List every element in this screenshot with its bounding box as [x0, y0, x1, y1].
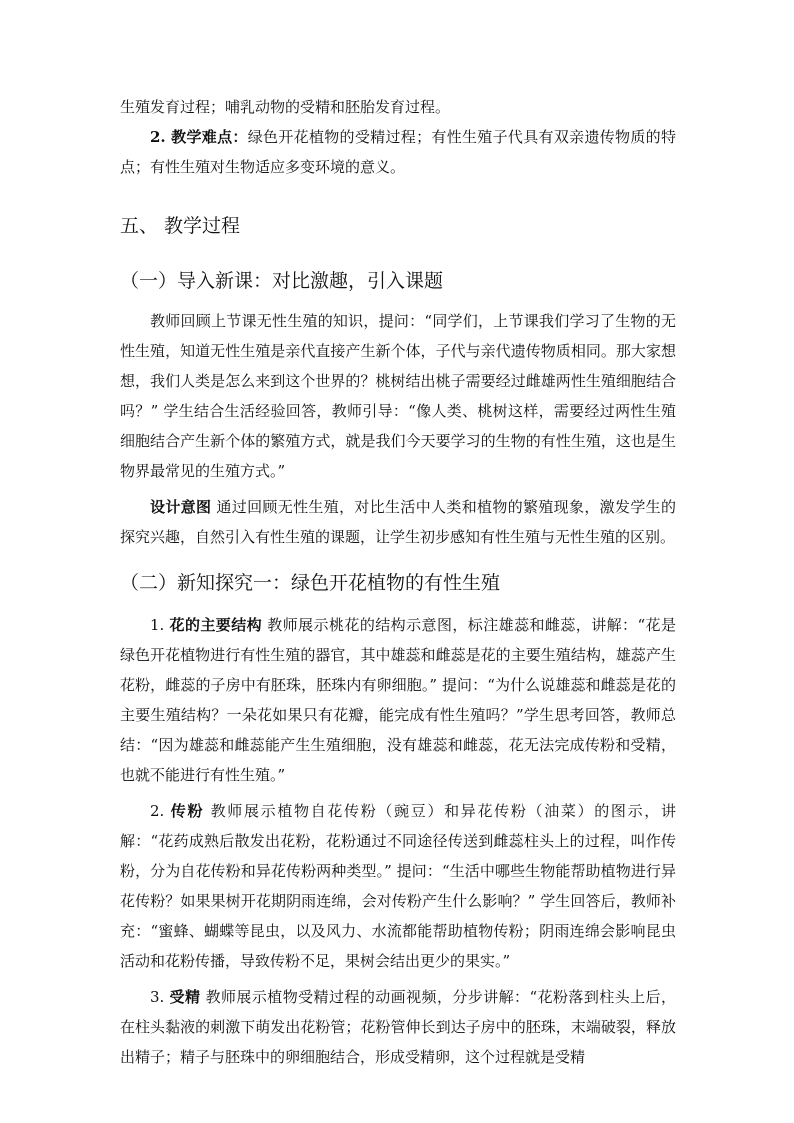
- paragraph-pollination: [120, 796, 676, 976]
- paragraph-introduction: 教师回顾上节课无性生殖的知识，提问：“同学们，上节课我们学习了生物的无性生殖，知道无性生殖是亲代直接产生新个体，子代与亲代遗传物质相同。那大家想想，我们人类是怎么来到这个世界的？桃树结出桃子需要经过雌雄两性生殖细胞结合吗？” 学生结合生活经验回答，教师引导：“像人类、桃树这样，需要经过两性生殖细胞结合产生新个体的繁殖方式，就是我们今天要学习的生物的有性生殖，这也是生物界最常见的生殖方式。”: [120, 312, 676, 480]
- design-intent-text: 通过回顾无性生殖，对比生活中人类和植物的繁殖现象，激发学生的探究兴趣，自然引入有性生殖的课题，让学生初步感知有性生殖与无性生殖的区别。: [120, 498, 676, 546]
- design-intent-label: 设计意图: [150, 498, 212, 516]
- pollination-text: 教师展示植物自花传粉（豌豆）和异花传粉（油菜）的图示，讲解：“花药成熟后散发出花粉，花粉通过不同途径传送到雌蕊柱头上的过程，叫作传粉，分为自花传粉和异花传粉两种类型。” 提问：“生活中哪些生物能帮助植物进行异花传粉？如果果树开花期阴雨连绵，会对传粉产生什么影响？” 学生回答后，教师补充：“蜜蜂、蝴蝶等昆虫，以及风力、水流都能帮助植物传粉；阴雨连绵会影响昆虫活动和花粉传播，导致传粉不足，果树会结出更少的果实。”: [120, 802, 676, 970]
- paragraph-flower-structure: [120, 610, 676, 790]
- subsection-title-introduction: （一）导入新课：对比激趣，引入课题: [120, 270, 444, 292]
- paragraph-teaching-difficulty: [120, 122, 676, 182]
- difficulty-label: 2. 教学难点：: [150, 128, 248, 146]
- fertilization-text: 教师展示植物受精过程的动画视频，分步讲解：“花粉落到柱头上后，在柱头黏液的刺激下萌发出花粉管；花粉管伸长到达子房中的胚珠，末端破裂，释放出精子；精子与胚珠中的卵细胞结合，形成受精卵，这个过程就是受精: [120, 988, 676, 1066]
- paragraph-fertilization: [120, 982, 676, 1072]
- section-title-teaching-process: 五、 教学过程: [120, 215, 241, 237]
- flower-structure-text: 教师展示桃花的结构示意图，标注雄蕊和雌蕊，讲解：“花是绿色开花植物进行有性生殖的器官，其中雄蕊和雌蕊是花的主要生殖结构，雄蕊产生花粉，雌蕊的子房中有胚珠，胚珠内有卵细胞。” 提问：“为什么说雄蕊和雌蕊是花的主要生殖结构？一朵花如果只有花瓣，能完成有性生殖吗？”学生思考回答，教师总结：“因为雄蕊和雌蕊能产生生殖细胞，没有雄蕊和雌蕊，花无法完成传粉和受精，也就不能进行有性生殖。”: [120, 616, 676, 784]
- item-number: 1.: [150, 616, 170, 634]
- item-number: 3.: [150, 988, 170, 1006]
- paragraph-continuation: 生殖发育过程；哺乳动物的受精和胚胎发育过程。: [120, 98, 451, 116]
- pollination-label: 传粉: [170, 802, 205, 820]
- fertilization-label: 受精: [169, 988, 201, 1006]
- item-number: 2.: [150, 802, 171, 820]
- page-content: [120, 92, 676, 1072]
- flower-structure-label: 花的主要结构: [169, 616, 263, 634]
- difficulty-text: 绿色开花植物的受精过程；有性生殖子代具有双亲遗传物质的特点；有性生殖对生物适应多变环境的意义。: [120, 128, 676, 176]
- paragraph-design-intent: [120, 492, 676, 552]
- subsection-title-flowering-plants: （二）新知探究一：绿色开花植物的有性生殖: [120, 572, 501, 594]
